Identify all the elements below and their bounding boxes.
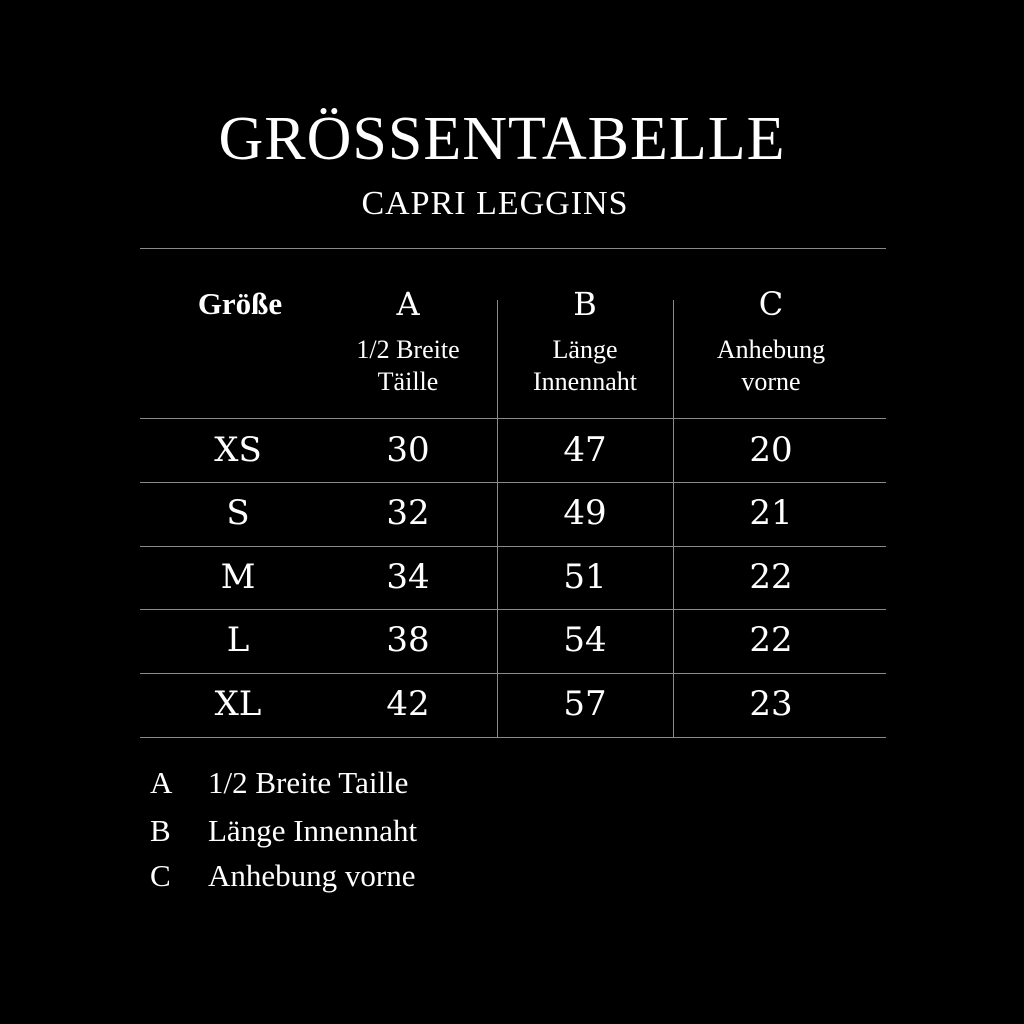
legend-text-b: Länge Innennaht bbox=[208, 813, 418, 848]
cell-size: S bbox=[226, 493, 250, 533]
cell-b: 51 bbox=[563, 557, 607, 597]
cell-c: 20 bbox=[749, 430, 793, 470]
cell-size: XS bbox=[214, 430, 262, 470]
header-c-label-1: Anhebung bbox=[716, 335, 826, 364]
header-b-label-1: Länge bbox=[552, 335, 618, 364]
header-c-label-2: vorne bbox=[741, 367, 801, 396]
column-divider bbox=[673, 300, 674, 737]
cell-size: M bbox=[220, 557, 256, 597]
page-subtitle: CAPRI LEGGINS bbox=[361, 185, 629, 222]
header-a-label-2: Täille bbox=[377, 367, 439, 396]
row-divider bbox=[140, 546, 886, 547]
cell-b: 54 bbox=[563, 620, 607, 660]
legend-letter-c: C bbox=[150, 858, 171, 893]
row-divider bbox=[140, 609, 886, 610]
cell-c: 22 bbox=[749, 557, 793, 597]
cell-size: XL bbox=[214, 684, 262, 724]
legend-letter-a: A bbox=[150, 765, 173, 800]
page-title: GRÖSSENTABELLE bbox=[218, 105, 786, 173]
cell-b: 49 bbox=[563, 493, 607, 533]
cell-c: 21 bbox=[749, 493, 793, 533]
table-bottom-rule bbox=[140, 737, 886, 738]
row-divider bbox=[140, 482, 886, 483]
cell-b: 57 bbox=[563, 684, 607, 724]
header-a-label-1: 1/2 Breite bbox=[356, 335, 460, 364]
cell-a: 38 bbox=[386, 620, 430, 660]
header-b-letter: B bbox=[573, 285, 597, 323]
row-divider bbox=[140, 673, 886, 674]
header-b-label-2: Innennaht bbox=[533, 367, 637, 396]
cell-a: 42 bbox=[386, 684, 430, 724]
cell-c: 23 bbox=[749, 684, 793, 724]
cell-a: 32 bbox=[386, 493, 430, 533]
header-bottom-rule bbox=[140, 418, 886, 419]
cell-a: 30 bbox=[386, 430, 430, 470]
legend-text-c: Anhebung vorne bbox=[208, 858, 416, 893]
legend-text-a: 1/2 Breite Taille bbox=[208, 765, 409, 800]
table-top-rule bbox=[140, 248, 886, 249]
legend-letter-b: B bbox=[150, 813, 171, 848]
cell-a: 34 bbox=[386, 557, 430, 597]
column-divider bbox=[497, 300, 498, 737]
header-a-letter: A bbox=[396, 285, 420, 323]
header-c-letter: C bbox=[758, 285, 784, 323]
cell-b: 47 bbox=[563, 430, 607, 470]
cell-size: L bbox=[226, 620, 250, 660]
cell-c: 22 bbox=[749, 620, 793, 660]
header-size: Größe bbox=[197, 286, 283, 321]
